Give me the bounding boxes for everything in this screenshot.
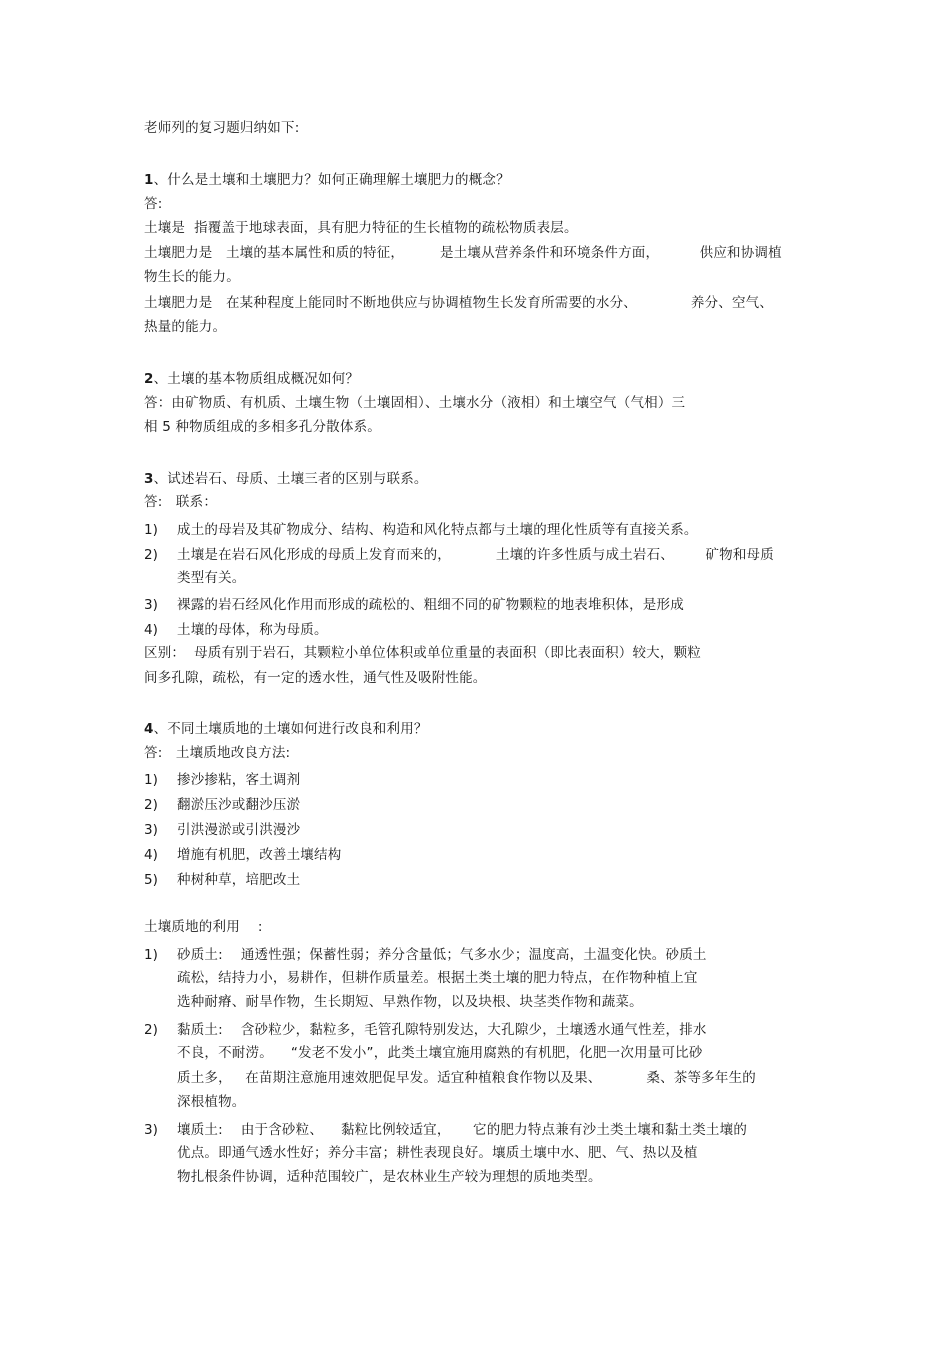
method-text: 引洪漫淤或引洪漫沙 [177,822,301,838]
usage-text: 深根植物。 [177,1094,246,1110]
list-number: 4) [144,622,158,638]
usage-text: 砂质土: 通透性强；保蓄性弱；养分含量低；气多水少；温度高，土温变化快。砂质土 [177,947,707,963]
question-3-title: 、试述岩石、母质、土壤三者的区别与联系。 [153,471,428,487]
question-2-heading [144,369,359,389]
list-number: 1) [144,522,158,538]
q2-line: 相 5 种物质组成的多相多孔分散体系。 [144,419,381,435]
list-item-text: 成土的母岩及其矿物成分、结构、构造和风化特点都与土壤的理化性质等有直接关系。 [177,522,698,538]
question-2-number: 2 [144,371,154,387]
q1-line: 土壤肥力是 在某种程度上能同时不断地供应与协调植物生长发育所需要的水分、 养分、空气、 [144,295,774,311]
question-3-number: 3 [144,471,154,487]
usage-text: 物扎根条件协调，适种范围较广，是农林业生产较为理想的质地类型。 [177,1169,602,1185]
question-1-heading [144,170,510,190]
list-number: 2) [144,797,158,813]
list-item-text: 土壤的母体，称为母质。 [177,622,328,638]
list-item-text: 裸露的岩石经风化作用而形成的疏松的、粗细不同的矿物颗粒的地表堆积体，是形成 [177,597,684,613]
list-item-text: 土壤是在岩石风化形成的母质上发育而来的， 土壤的许多性质与成土岩石、 矿物和母质 [177,547,774,563]
list-number: 3) [144,822,158,838]
intro-text: 老师列的复习题归纳如下: [144,120,300,136]
usage-text: 质土多， 在苗期注意施用速效肥促早发。适宜种植粮食作物以及果、 桑、茶等多年生的 [177,1070,756,1086]
q1-line: 土壤是 指覆盖于地球表面，具有肥力特征的生长植物的疏松物质表层。 [144,220,578,236]
usage-text: 壤质土: 由于含砂粒、 黏粒比例较适宜， 它的肥力特点兼有沙土类土壤和黏土类土壤的 [177,1122,748,1138]
question-2-title: 、土壤的基本物质组成概况如何？ [153,371,360,387]
question-1-title: 、什么是土壤和土壤肥力？如何正确理解土壤肥力的概念？ [153,172,510,188]
list-item-text: 类型有关。 [177,570,246,586]
usage-title: 土壤质地的利用 : [144,919,263,935]
difference-line: 间多孔隙，疏松，有一定的透水性，通气性及吸附性能。 [144,670,487,686]
method-text: 掺沙掺粘，客土调剂 [177,772,301,788]
answer-label: 答: 土壤质地改良方法: [144,745,291,761]
method-text: 翻淤压沙或翻沙压淤 [177,797,301,813]
question-4-number: 4 [144,721,154,737]
difference-line: 区别： 母质有别于岩石，其颗粒小单位体积或单位重量的表面积（即比表面积）较大，颗粒 [144,645,701,661]
q1-line: 热量的能力。 [144,319,227,335]
usage-text: 选种耐瘠、耐旱作物，生长期短、早熟作物，以及块根、块茎类作物和蔬菜。 [177,994,643,1010]
usage-text: 优点。即通气透水性好；养分丰富；耕性表现良好。壤质土壤中水、肥、气、热以及植 [177,1145,698,1161]
list-number: 2) [144,1022,158,1038]
method-text: 种树种草，培肥改土 [177,872,301,888]
q2-line: 答：由矿物质、有机质、土壤生物（土壤固相）、土壤水分（液相）和土壤空气（气相）三 [144,395,686,411]
list-number: 4) [144,847,158,863]
list-number: 1) [144,947,158,963]
question-3-heading [144,469,428,489]
list-number: 3) [144,1122,158,1138]
q1-line: 物生长的能力。 [144,269,240,285]
answer-label: 答: 联系： [144,494,218,510]
usage-text: 疏松，结持力小，易耕作，但耕作质量差。根据土类土壤的肥力特点，在作物种植上宜 [177,970,698,986]
method-text: 增施有机肥，改善土壤结构 [177,847,342,863]
list-number: 5) [144,872,158,888]
question-4-title: 、不同土壤质地的土壤如何进行改良和利用？ [153,721,428,737]
answer-label: 答: [144,196,163,212]
usage-text: 不良，不耐涝。 “发老不发小”，此类土壤宜施用腐熟的有机肥，化肥一次用量可比砂 [177,1045,703,1061]
q1-line: 土壤肥力是 土壤的基本属性和质的特征， 是土壤从营养条件和环境条件方面， 供应和协调植 [144,245,782,261]
list-number: 3) [144,597,158,613]
list-number: 1) [144,772,158,788]
usage-text: 黏质土: 含砂粒少，黏粒多，毛管孔隙特别发达，大孔隙少，土壤透水通气性差，排水 [177,1022,707,1038]
list-number: 2) [144,547,158,563]
question-4-heading [144,719,428,739]
question-1-number: 1 [144,172,154,188]
